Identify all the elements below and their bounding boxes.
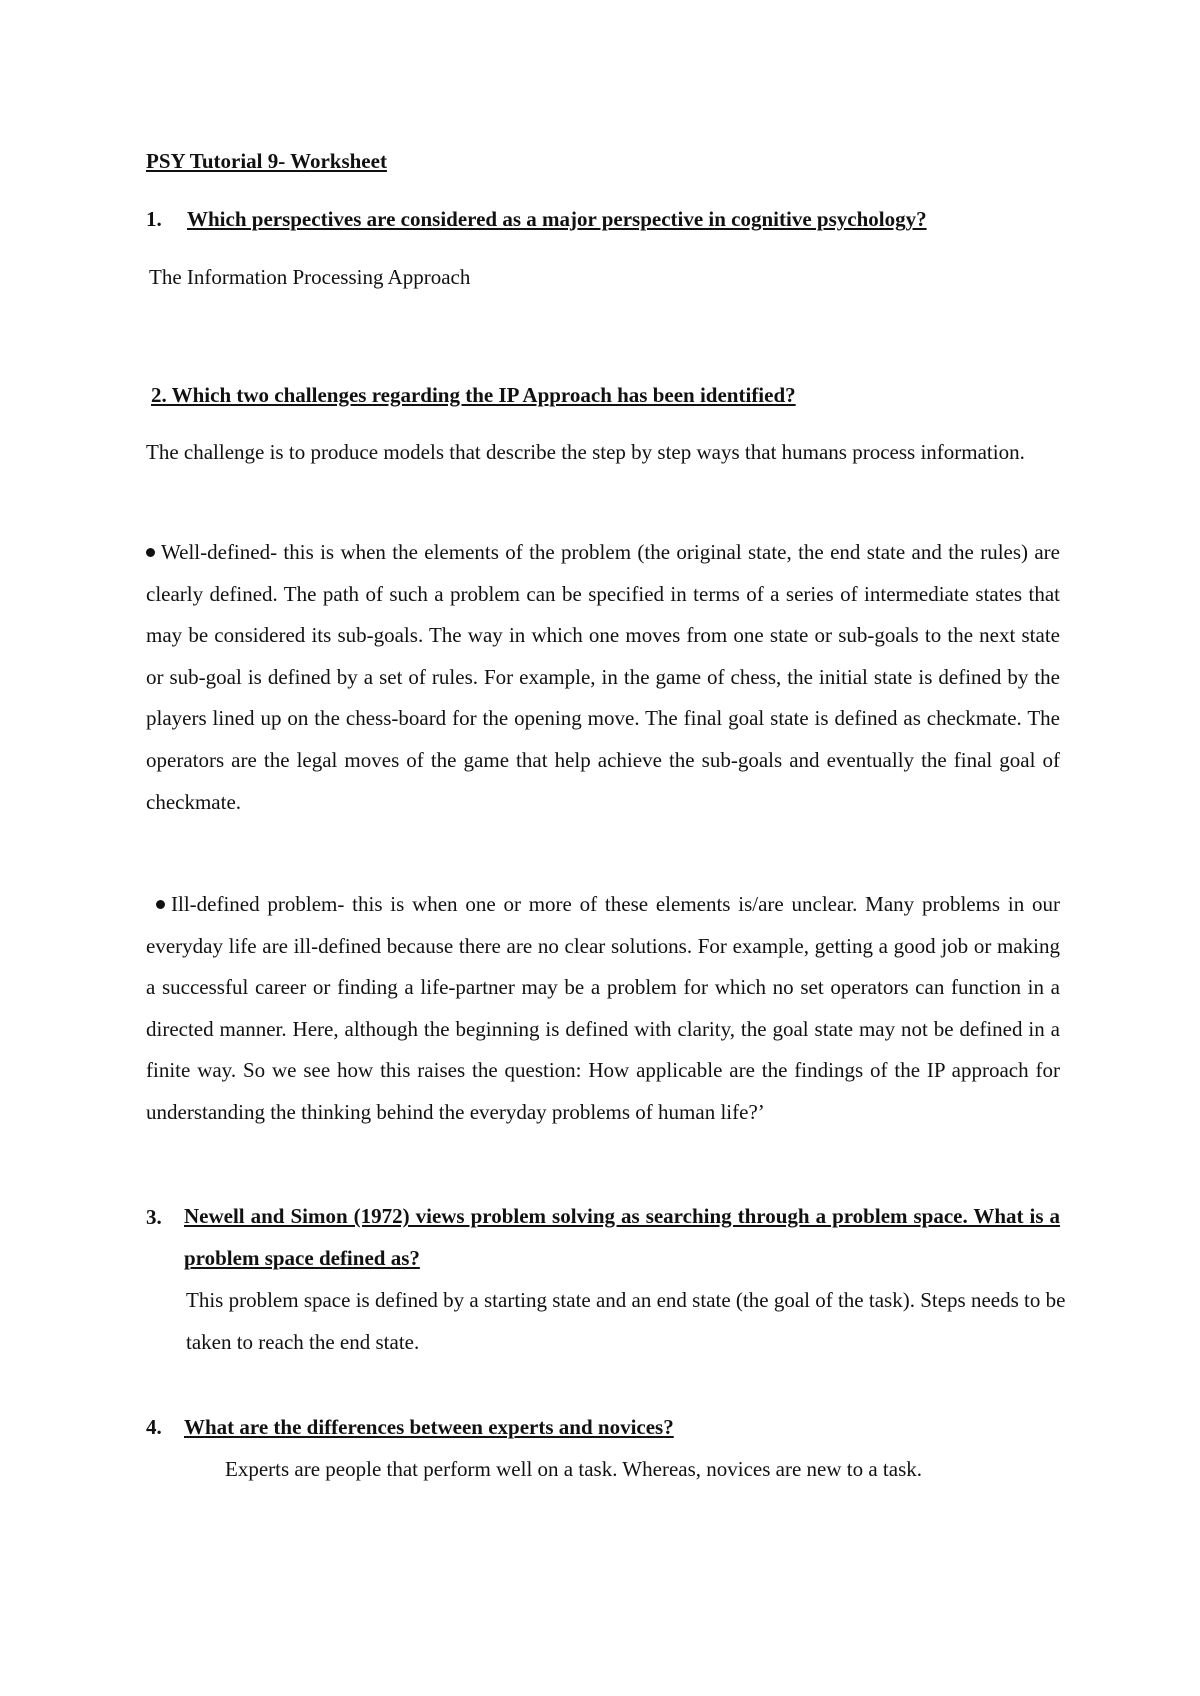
- document-title: PSY Tutorial 9- Worksheet: [146, 149, 387, 173]
- q4-answer: Experts are people that perform well on a task. Whereas, novices are new to a task.: [225, 1457, 923, 1481]
- q1-answer: The Information Processing Approach: [149, 265, 471, 289]
- bullet-icon: [156, 900, 165, 909]
- q4-question: What are the differences between experts and novices?: [184, 1415, 674, 1439]
- q2-question: 2. Which two challenges regarding the IP Approach has been identified?: [151, 383, 796, 407]
- bullet-icon: [146, 548, 155, 557]
- q2-bullet-ill-defined: [146, 884, 1060, 1134]
- q4-number: 4.: [146, 1415, 162, 1439]
- q2-bullet2-text: Ill-defined problem- this is when one or more of these elements is/are unclear. Many problems in our everyday life are ill-defined because there are no clear solutions. For example, getting a good job or making a successful career or finding a life-partner may be a problem for which no set operators can function in a directed manner. Here, although the beginning is defined with clarity, the goal state may not be defined in a finite way. So we see how this raises the question: How applicable are the findings of the IP approach for understanding the thinking behind the everyday problems of human life?’: [146, 892, 1060, 1124]
- q3-answer: This problem space is defined by a starting state and an end state (the goal of the task). Steps needs to be taken to reach the end state.: [186, 1288, 1066, 1354]
- q3-question: Newell and Simon (1972) views problem solving as searching through a problem space. What is a problem space defined as?: [184, 1204, 1060, 1270]
- q3-number: 3.: [146, 1205, 162, 1229]
- q2-intro: The challenge is to produce models that describe the step by step ways that humans process information.: [146, 440, 1025, 464]
- q2-bullet1-text: Well-defined- this is when the elements of the problem (the original state, the end state and the rules) are clearly defined. The path of such a problem can be specified in terms of a series of intermediate states that may be considered its sub-goals. The way in which one moves from one state or sub-goals to the next state or sub-goal is defined by a set of rules. For example, in the game of chess, the initial state is defined by the players lined up on the chess-board for the opening move. The final goal state is defined as checkmate. The operators are the legal moves of the game that help achieve the sub-goals and eventually the final goal of checkmate.: [146, 540, 1060, 814]
- q2-bullet-well-defined: [146, 532, 1060, 823]
- q1-number: 1.: [146, 207, 162, 231]
- q1-question: Which perspectives are considered as a major perspective in cognitive psychology?: [187, 207, 927, 231]
